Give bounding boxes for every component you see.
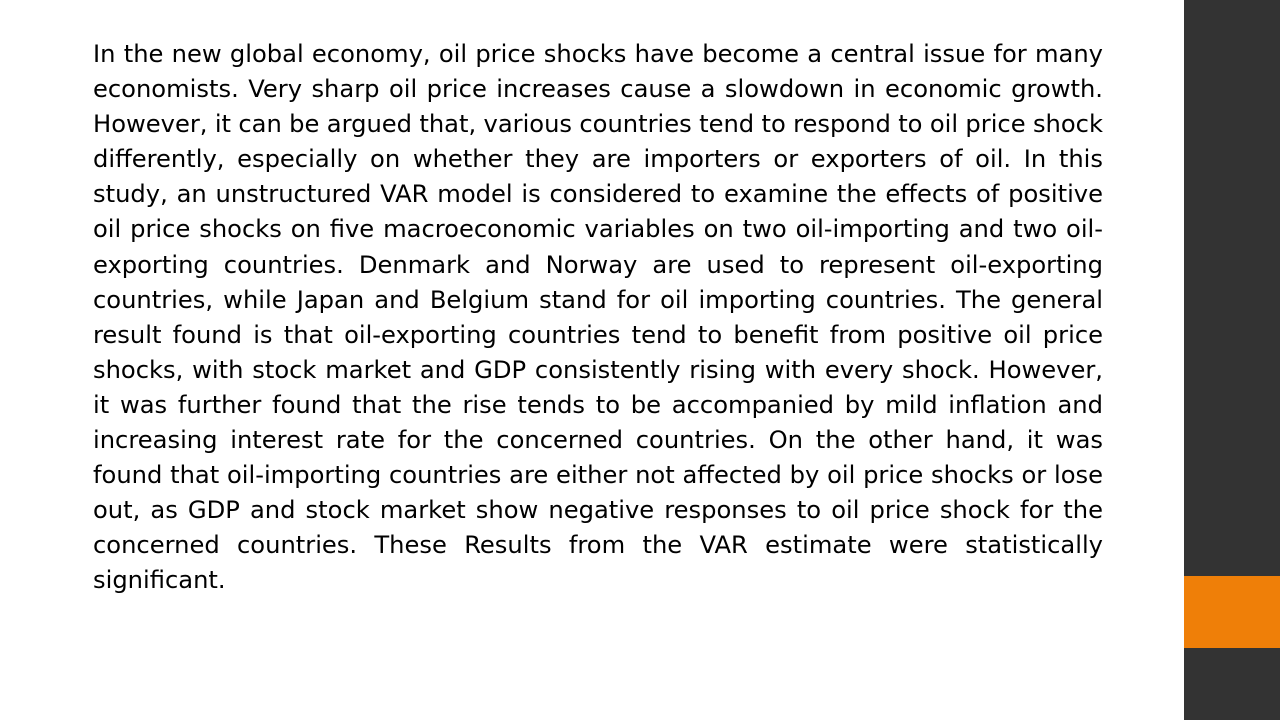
accent-block xyxy=(1184,576,1280,648)
abstract-paragraph: In the new global economy, oil price shocks have become a central issue for many economists. Very sharp oil price increases cause a slowdown in economic growth. However, it can be argued that, various countries tend to respond to oil price shock differently, especially on whether they are importers or exporters of oil. In this study, an unstructured VAR model is considered to examine the effects of positive oil price shocks on five macroeconomic variables on two oil-importing and two oil-exporting countries. Denmark and Norway are used to represent oil-exporting countries, while Japan and Belgium stand for oil importing countries. The general result found is that oil-exporting countries tend to benefit from positive oil price shocks, with stock market and GDP consistently rising with every shock. However, it was further found that the rise tends to be accompanied by mild inflation and increasing interest rate for the concerned countries. On the other hand, it was found that oil-importing countries are either not affected by oil price shocks or lose out, as GDP and stock market show negative responses to oil price shock for the concerned countries. These Results from the VAR estimate were statistically significant. xyxy=(93,40,1103,595)
side-bar xyxy=(1184,0,1280,720)
